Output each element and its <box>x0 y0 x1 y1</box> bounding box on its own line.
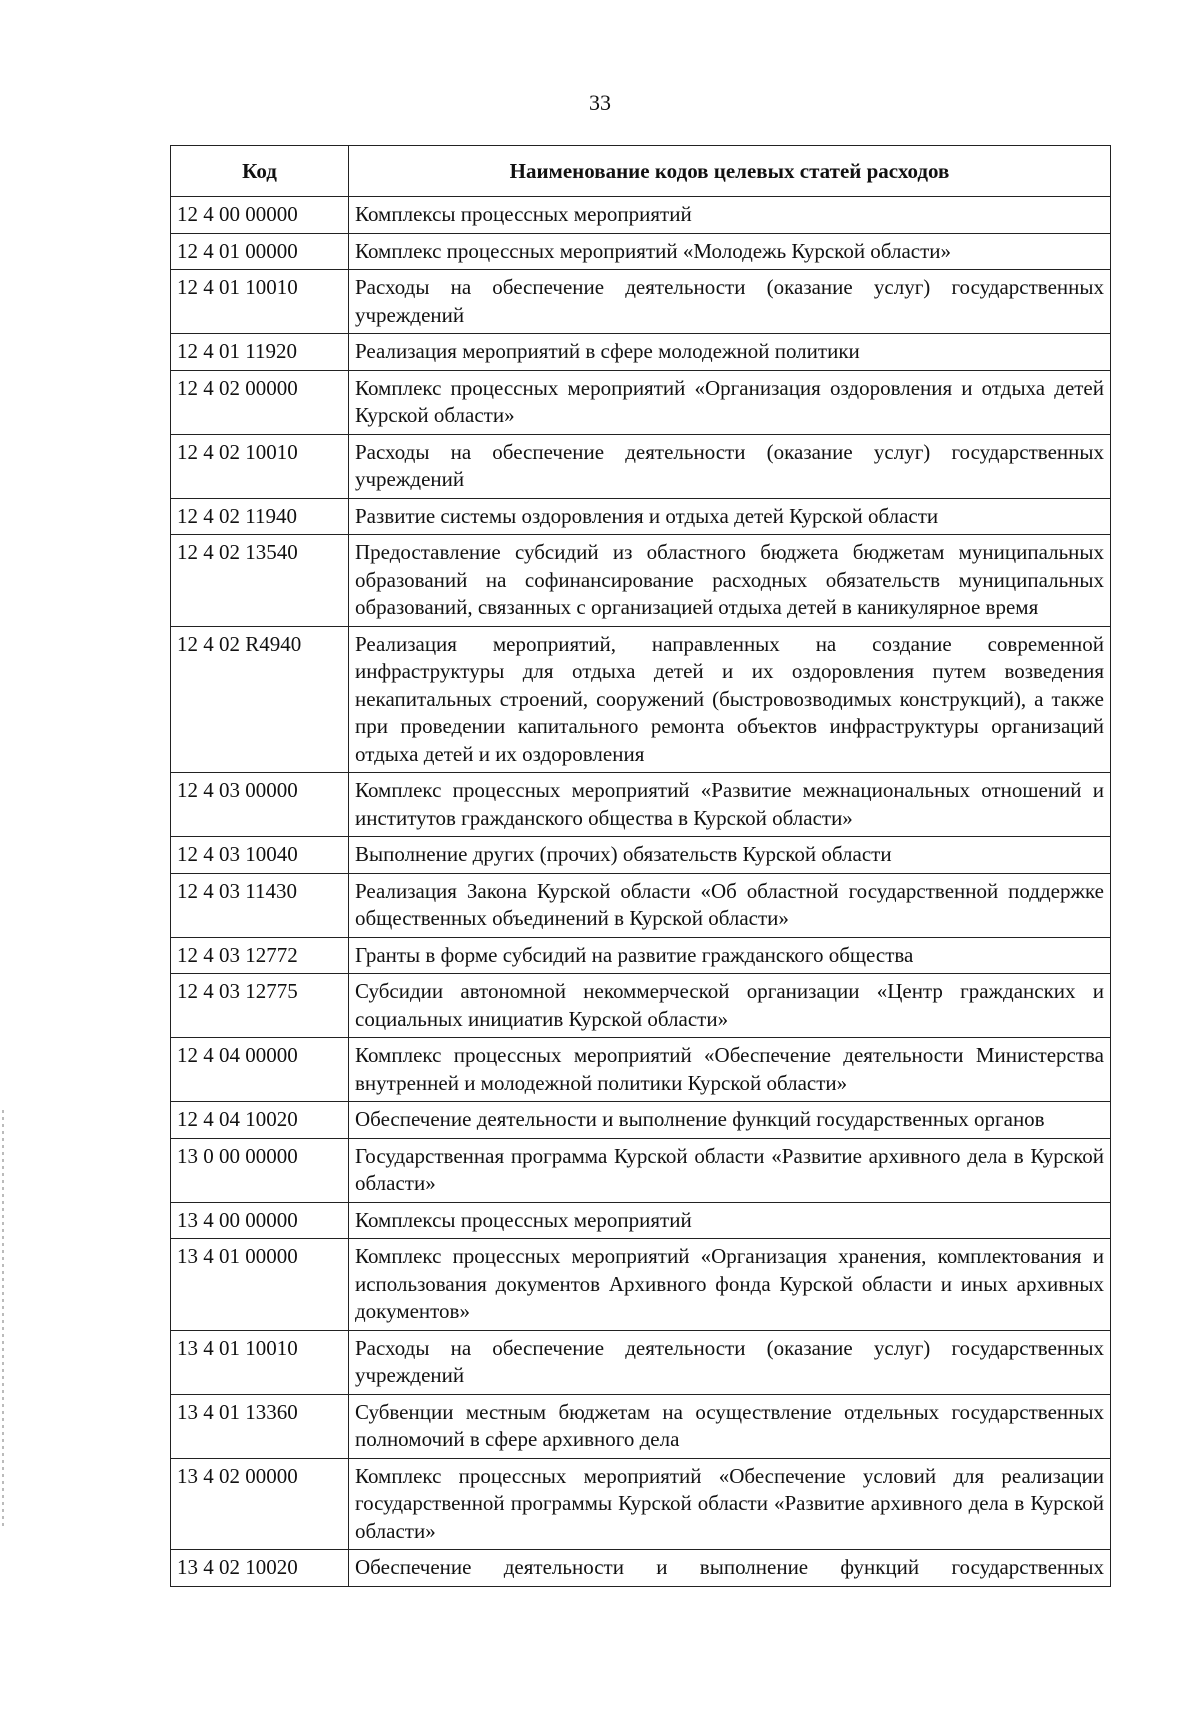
row-code: 12 4 03 00000 <box>171 773 349 837</box>
table-row <box>171 1550 1111 1587</box>
row-code: 13 4 02 10020 <box>171 1550 349 1587</box>
table-row <box>171 1202 1111 1239</box>
table-row <box>171 370 1111 434</box>
row-name: Комплекс процессных мероприятий «Обеспечение деятельности Министерства внутренней и молодежной политики Курской области» <box>349 1038 1111 1102</box>
row-code: 13 4 01 00000 <box>171 1239 349 1331</box>
row-code: 12 4 04 10020 <box>171 1102 349 1139</box>
row-name: Гранты в форме субсидий на развитие гражданского общества <box>349 937 1111 974</box>
table-row <box>171 1330 1111 1394</box>
header-name: Наименование кодов целевых статей расходов <box>349 146 1111 197</box>
row-code: 13 4 02 00000 <box>171 1458 349 1550</box>
row-name: Комплекс процессных мероприятий «Развитие межнациональных отношений и институтов гражданского общества в Курской области» <box>349 773 1111 837</box>
table-row <box>171 837 1111 874</box>
table-row <box>171 1138 1111 1202</box>
header-code: Код <box>171 146 349 197</box>
row-code: 12 4 03 12772 <box>171 937 349 974</box>
row-code: 13 4 01 10010 <box>171 1330 349 1394</box>
table-row <box>171 873 1111 937</box>
table-body <box>171 197 1111 1587</box>
row-name: Реализация Закона Курской области «Об областной государственной поддержке общественных объединений в Курской области» <box>349 873 1111 937</box>
row-name: Расходы на обеспечение деятельности (оказание услуг) государственных учреждений <box>349 1330 1111 1394</box>
row-name: Комплекс процессных мероприятий «Обеспечение условий для реализации государственной программы Курской области «Развитие архивного дела в Курской области» <box>349 1458 1111 1550</box>
table-row <box>171 535 1111 627</box>
table-row <box>171 197 1111 234</box>
row-name: Развитие системы оздоровления и отдыха детей Курской области <box>349 498 1111 535</box>
table-header-row <box>171 146 1111 197</box>
table-row <box>171 434 1111 498</box>
row-code: 12 4 04 00000 <box>171 1038 349 1102</box>
row-code: 13 4 00 00000 <box>171 1202 349 1239</box>
scan-edge-mark <box>2 1110 4 1530</box>
table-row <box>171 233 1111 270</box>
row-code: 12 4 02 00000 <box>171 370 349 434</box>
row-name: Комплекс процессных мероприятий «Организация хранения, комплектования и использования документов Архивного фонда Курской области и иных архивных документов» <box>349 1239 1111 1331</box>
table-row <box>171 1458 1111 1550</box>
row-code: 12 4 01 00000 <box>171 233 349 270</box>
page-number: 33 <box>589 90 611 115</box>
row-name: Государственная программа Курской области «Развитие архивного дела в Курской области» <box>349 1138 1111 1202</box>
row-name: Выполнение других (прочих) обязательств Курской области <box>349 837 1111 874</box>
row-code: 12 4 02 11940 <box>171 498 349 535</box>
row-name: Комплексы процессных мероприятий <box>349 197 1111 234</box>
row-code: 12 4 03 12775 <box>171 974 349 1038</box>
table-row <box>171 270 1111 334</box>
table-row <box>171 1038 1111 1102</box>
row-name: Реализация мероприятий в сфере молодежной политики <box>349 334 1111 371</box>
row-name: Комплекс процессных мероприятий «Организация оздоровления и отдыха детей Курской области» <box>349 370 1111 434</box>
table-row <box>171 974 1111 1038</box>
row-code: 13 4 01 13360 <box>171 1394 349 1458</box>
table-row <box>171 1239 1111 1331</box>
row-code: 12 4 02 10010 <box>171 434 349 498</box>
table-row <box>171 334 1111 371</box>
row-name: Расходы на обеспечение деятельности (оказание услуг) государственных учреждений <box>349 434 1111 498</box>
row-name: Реализация мероприятий, направленных на создание современной инфраструктуры для отдыха детей и их оздоровления путем возведения некапитальных строений, сооружений (быстровозводимых конструкций), а также при проведении капитального ремонта объектов инфраструктуры организаций отдыха детей и их оздоровления <box>349 626 1111 773</box>
row-code: 12 4 01 11920 <box>171 334 349 371</box>
table-row <box>171 937 1111 974</box>
row-name: Комплексы процессных мероприятий <box>349 1202 1111 1239</box>
table-row <box>171 498 1111 535</box>
target-expense-codes-table <box>170 145 1111 1587</box>
row-name: Обеспечение деятельности и выполнение функций государственных органов <box>349 1102 1111 1139</box>
row-code: 12 4 02 R4940 <box>171 626 349 773</box>
row-name: Предоставление субсидий из областного бюджета бюджетам муниципальных образований на софинансирование расходных обязательств муниципальных образований, связанных с организацией отдыха детей в каникулярное время <box>349 535 1111 627</box>
row-code: 12 4 03 11430 <box>171 873 349 937</box>
table-row <box>171 1102 1111 1139</box>
row-name: Комплекс процессных мероприятий «Молодежь Курской области» <box>349 233 1111 270</box>
row-name: Субсидии автономной некоммерческой организации «Центр гражданских и социальных инициатив Курской области» <box>349 974 1111 1038</box>
row-code: 12 4 03 10040 <box>171 837 349 874</box>
row-name: Обеспечение деятельности и выполнение функций государственных <box>349 1550 1111 1587</box>
table-row <box>171 626 1111 773</box>
row-code: 12 4 00 00000 <box>171 197 349 234</box>
row-name: Расходы на обеспечение деятельности (оказание услуг) государственных учреждений <box>349 270 1111 334</box>
table-row <box>171 773 1111 837</box>
row-code: 12 4 01 10010 <box>171 270 349 334</box>
row-name: Субвенции местным бюджетам на осуществление отдельных государственных полномочий в сфере архивного дела <box>349 1394 1111 1458</box>
row-code: 13 0 00 00000 <box>171 1138 349 1202</box>
table-row <box>171 1394 1111 1458</box>
row-code: 12 4 02 13540 <box>171 535 349 627</box>
